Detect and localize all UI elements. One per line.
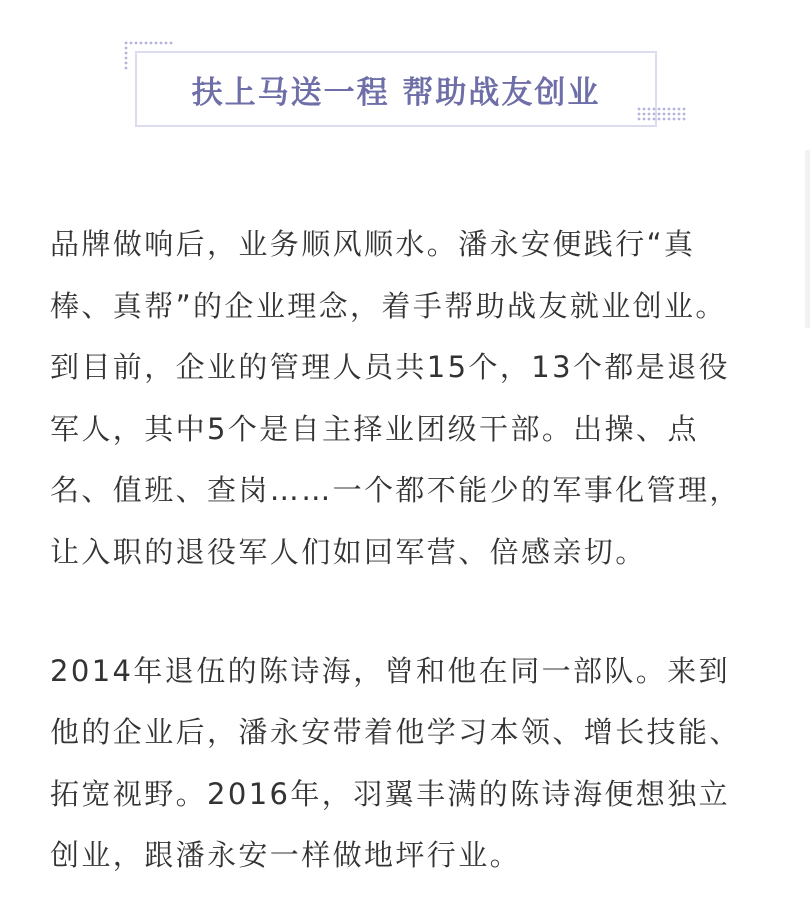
paragraph-2: 2014年退伍的陈诗海，曾和他在同一部队。来到 他的企业后，潘永安带着他学习本领、增长技能、 拓宽视野。2016年，羽翼丰满的陈诗海便想独立 创业，跟潘永安一样做地坪行业。 bbox=[50, 653, 741, 873]
corner-dots-bottom-right-decoration bbox=[636, 106, 688, 122]
section-heading: 扶上马送一程 帮助战友创业 bbox=[191, 74, 601, 111]
article-body bbox=[50, 214, 766, 887]
scrollbar[interactable] bbox=[805, 150, 810, 328]
section-heading-frame bbox=[135, 51, 657, 127]
dotted-grid-icon bbox=[636, 106, 688, 122]
paragraph-1: 品牌做响后，业务顺风顺水。潘永安便践行“真 棒、真帮”的企业理念，着手帮助战友就业创业。 到目前，企业的管理人员共15个，13个都是退役 军人，其中5个是自主择业团级干部。出操、点 名、值班、查岗……一个都不能少的军事化管理， 让入职的退役军人们如回军营、倍感亲切。 bbox=[50, 227, 741, 569]
